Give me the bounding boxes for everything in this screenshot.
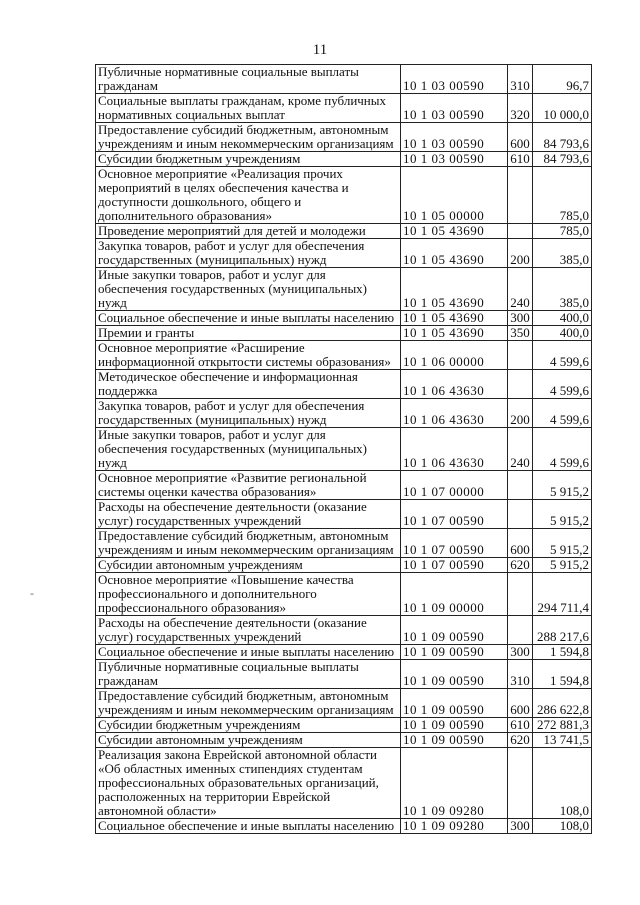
table-row (96, 718, 592, 733)
row-code: 10 1 06 43630 (401, 428, 508, 471)
row-name: Премии и гранты (96, 326, 401, 341)
row-amount: 4 599,6 (533, 370, 592, 399)
row-name: Предоставление субсидий бюджетным, автономным учреждениям и иным некоммерческим организациям (96, 529, 401, 558)
row-expense-type (508, 748, 533, 819)
table-row (96, 341, 592, 370)
row-amount: 10 000,0 (533, 94, 592, 123)
row-amount: 385,0 (533, 268, 592, 311)
row-name: Социальное обеспечение и иные выплаты населению (96, 311, 401, 326)
row-amount: 400,0 (533, 326, 592, 341)
row-code: 10 1 05 43690 (401, 311, 508, 326)
row-expense-type: 200 (508, 399, 533, 428)
row-code: 10 1 07 00590 (401, 529, 508, 558)
row-expense-type: 610 (508, 152, 533, 167)
row-expense-type: 310 (508, 65, 533, 94)
row-expense-type: 300 (508, 819, 533, 834)
table-row (96, 399, 592, 428)
table-row (96, 500, 592, 529)
row-code: 10 1 03 00590 (401, 152, 508, 167)
table-row (96, 471, 592, 500)
row-expense-type: 600 (508, 689, 533, 718)
row-name: Публичные нормативные социальные выплаты гражданам (96, 660, 401, 689)
table-row (96, 689, 592, 718)
row-name: Предоставление субсидий бюджетным, автономным учреждениям и иным некоммерческим организациям (96, 689, 401, 718)
row-name: Основное мероприятие «Реализация прочих мероприятий в целях обеспечения качества и доступности дошкольного, общего и дополнительного образования» (96, 167, 401, 224)
row-name: Субсидии автономным учреждениям (96, 733, 401, 748)
row-name: Основное мероприятие «Повышение качества профессионального и дополнительного профессионального образования» (96, 573, 401, 616)
row-expense-type (508, 471, 533, 500)
row-expense-type: 300 (508, 311, 533, 326)
row-name: Социальное обеспечение и иные выплаты населению (96, 645, 401, 660)
table-row (96, 224, 592, 239)
table-row (96, 733, 592, 748)
row-amount: 4 599,6 (533, 341, 592, 370)
table-row (96, 819, 592, 834)
row-name: Субсидии автономным учреждениям (96, 558, 401, 573)
row-code: 10 1 09 00590 (401, 616, 508, 645)
row-amount: 96,7 (533, 65, 592, 94)
row-code: 10 1 06 00000 (401, 341, 508, 370)
table-row (96, 645, 592, 660)
row-amount: 4 599,6 (533, 428, 592, 471)
row-expense-type (508, 500, 533, 529)
row-amount: 288 217,6 (533, 616, 592, 645)
row-expense-type: 620 (508, 558, 533, 573)
table-row (96, 326, 592, 341)
row-name: Социальное обеспечение и иные выплаты населению (96, 819, 401, 834)
row-amount: 1 594,8 (533, 660, 592, 689)
row-code: 10 1 09 00590 (401, 645, 508, 660)
row-amount: 785,0 (533, 167, 592, 224)
row-amount: 1 594,8 (533, 645, 592, 660)
row-code: 10 1 09 00590 (401, 660, 508, 689)
row-expense-type: 600 (508, 123, 533, 152)
row-name: Субсидии бюджетным учреждениям (96, 718, 401, 733)
row-name: Основное мероприятие «Развитие региональной системы оценки качества образования» (96, 471, 401, 500)
row-code: 10 1 03 00590 (401, 94, 508, 123)
row-expense-type: 620 (508, 733, 533, 748)
row-name: Иные закупки товаров, работ и услуг для обеспечения государственных (муниципальных) нужд (96, 428, 401, 471)
row-amount: 4 599,6 (533, 399, 592, 428)
table-row (96, 311, 592, 326)
row-name: Расходы на обеспечение деятельности (оказание услуг) государственных учреждений (96, 616, 401, 645)
row-amount: 13 741,5 (533, 733, 592, 748)
table-row (96, 660, 592, 689)
budget-table-body (96, 65, 592, 834)
table-row (96, 748, 592, 819)
row-expense-type (508, 616, 533, 645)
table-row (96, 167, 592, 224)
row-expense-type: 610 (508, 718, 533, 733)
row-code: 10 1 05 00000 (401, 167, 508, 224)
table-row (96, 558, 592, 573)
row-name: Предоставление субсидий бюджетным, автономным учреждениям и иным некоммерческим организациям (96, 123, 401, 152)
row-amount: 5 915,2 (533, 529, 592, 558)
row-amount: 400,0 (533, 311, 592, 326)
row-amount: 272 881,3 (533, 718, 592, 733)
row-amount: 286 622,8 (533, 689, 592, 718)
row-expense-type (508, 224, 533, 239)
row-code: 10 1 07 00000 (401, 471, 508, 500)
table-row (96, 268, 592, 311)
row-amount: 108,0 (533, 748, 592, 819)
table-row (96, 152, 592, 167)
row-name: Иные закупки товаров, работ и услуг для обеспечения государственных (муниципальных) нужд (96, 268, 401, 311)
row-code: 10 1 09 00590 (401, 689, 508, 718)
row-code: 10 1 05 43690 (401, 239, 508, 268)
row-name: Публичные нормативные социальные выплаты гражданам (96, 65, 401, 94)
row-amount: 84 793,6 (533, 123, 592, 152)
row-code: 10 1 05 43690 (401, 268, 508, 311)
row-name: Расходы на обеспечение деятельности (оказание услуг) государственных учреждений (96, 500, 401, 529)
table-row (96, 573, 592, 616)
table-row (96, 65, 592, 94)
row-code: 10 1 07 00590 (401, 500, 508, 529)
row-code: 10 1 06 43630 (401, 370, 508, 399)
row-expense-type: 240 (508, 268, 533, 311)
row-code: 10 1 06 43630 (401, 399, 508, 428)
row-expense-type: 320 (508, 94, 533, 123)
table-row (96, 529, 592, 558)
margin-mark: - (30, 586, 34, 600)
row-amount: 5 915,2 (533, 558, 592, 573)
row-amount: 108,0 (533, 819, 592, 834)
row-expense-type (508, 167, 533, 224)
row-amount: 84 793,6 (533, 152, 592, 167)
row-code: 10 1 09 00000 (401, 573, 508, 616)
table-row (96, 428, 592, 471)
row-name: Закупка товаров, работ и услуг для обеспечения государственных (муниципальных) нужд (96, 239, 401, 268)
row-name: Субсидии бюджетным учреждениям (96, 152, 401, 167)
row-amount: 5 915,2 (533, 500, 592, 529)
row-expense-type (508, 573, 533, 616)
row-code: 10 1 05 43690 (401, 224, 508, 239)
row-name: Закупка товаров, работ и услуг для обеспечения государственных (муниципальных) нужд (96, 399, 401, 428)
row-name: Социальные выплаты гражданам, кроме публичных нормативных социальных выплат (96, 94, 401, 123)
row-code: 10 1 09 00590 (401, 733, 508, 748)
row-code: 10 1 05 43690 (401, 326, 508, 341)
row-code: 10 1 09 09280 (401, 748, 508, 819)
row-code: 10 1 09 09280 (401, 819, 508, 834)
row-expense-type: 600 (508, 529, 533, 558)
table-row (96, 370, 592, 399)
page-number: 11 (312, 42, 328, 58)
row-name: Реализация закона Еврейской автономной области «Об областных именных стипендиях студентам профессиональных образовательных организаций, расположенных на территории Еврейской автономной области» (96, 748, 401, 819)
table-row (96, 239, 592, 268)
row-name: Основное мероприятие «Расширение информационной открытости системы образования» (96, 341, 401, 370)
row-amount: 385,0 (533, 239, 592, 268)
row-amount: 5 915,2 (533, 471, 592, 500)
row-code: 10 1 09 00590 (401, 718, 508, 733)
budget-table (95, 64, 592, 834)
row-expense-type (508, 341, 533, 370)
table-row (96, 616, 592, 645)
row-expense-type: 200 (508, 239, 533, 268)
row-code: 10 1 07 00590 (401, 558, 508, 573)
row-name: Проведение мероприятий для детей и молодежи (96, 224, 401, 239)
row-expense-type: 300 (508, 645, 533, 660)
table-row (96, 94, 592, 123)
row-amount: 294 711,4 (533, 573, 592, 616)
row-name: Методическое обеспечение и информационная поддержка (96, 370, 401, 399)
table-row (96, 123, 592, 152)
row-expense-type (508, 370, 533, 399)
row-expense-type: 240 (508, 428, 533, 471)
row-expense-type: 310 (508, 660, 533, 689)
row-expense-type: 350 (508, 326, 533, 341)
row-amount: 785,0 (533, 224, 592, 239)
row-code: 10 1 03 00590 (401, 65, 508, 94)
row-code: 10 1 03 00590 (401, 123, 508, 152)
